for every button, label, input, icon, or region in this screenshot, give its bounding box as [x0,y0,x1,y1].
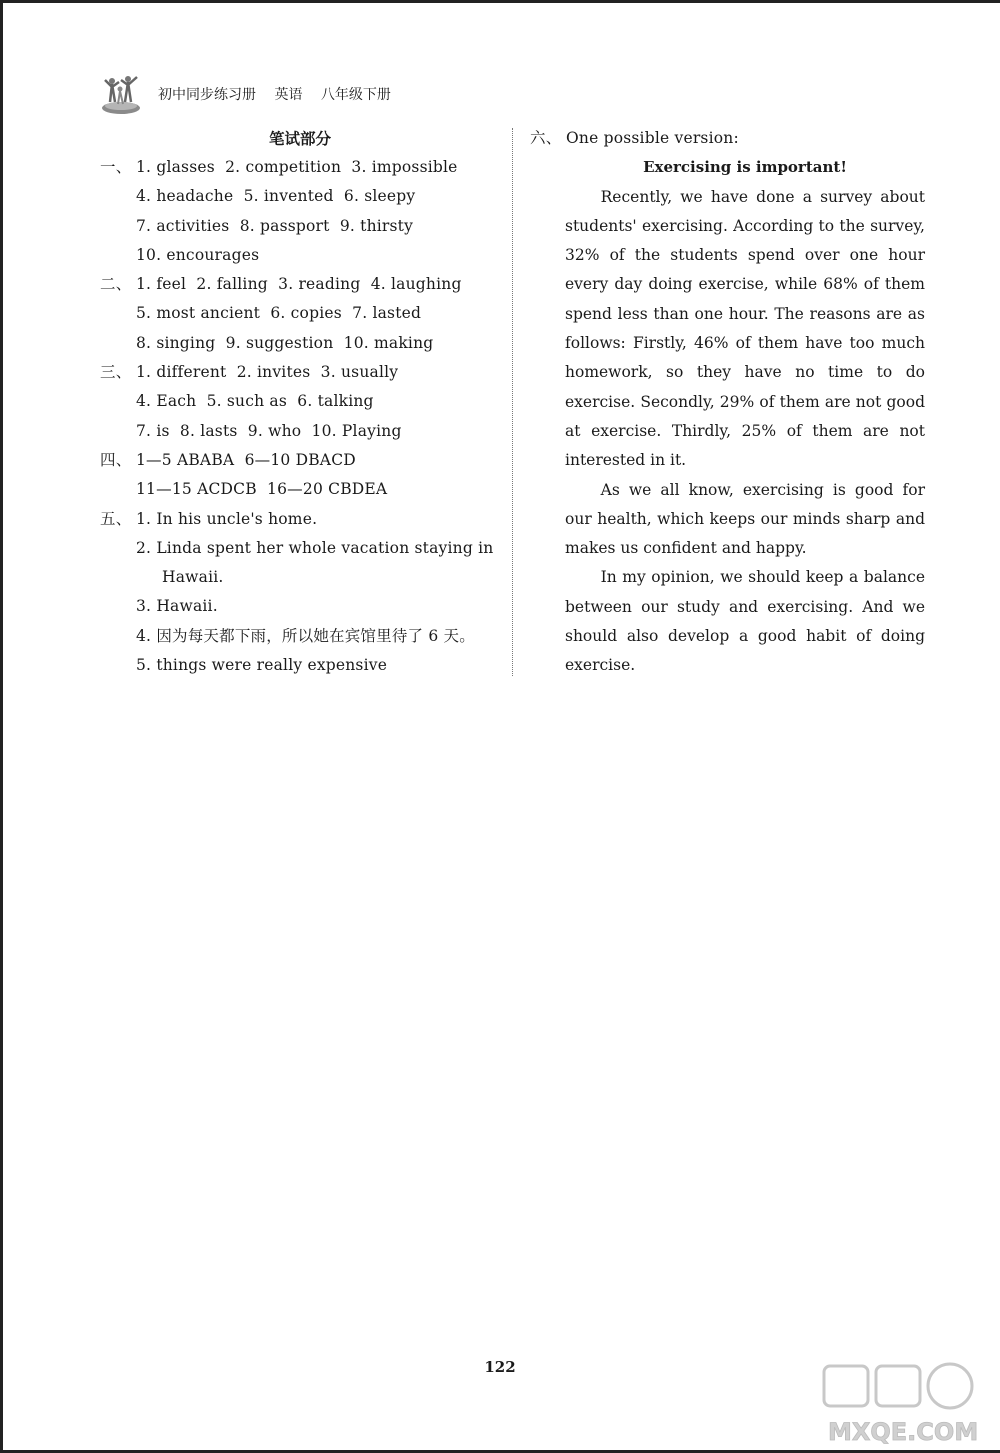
section-title: 笔试部分 [268,129,331,148]
answer-line: 8. singing 9. suggestion 10. making [136,333,434,352]
answer-line: 5. things were really expensive [136,656,388,675]
watermark-logo [818,1360,996,1446]
answer-line: 四、 1—5 ABABA 6—10 DBACD [100,446,500,475]
answer-line: Hawaii. [162,568,224,587]
answer-line: 5. most ancient 6. copies 7. lasted [136,304,422,323]
svg-text:MXQE.COM: MXQE.COM [828,1418,979,1446]
essay-paragraph: Recently, we have done a survey about students' exercising. According to the survey, 32% of the students spend over one hour every day doing exercise, while 68% of them spend less than one hour. The reasons are as follows: Firstly, 46% of them have too much homework, so they have no time to do exercise. Secondly, 29% of them are not good at exercise. Thirdly, 25% of them are not interested in it. [565,187,925,470]
column-divider [512,128,513,676]
section-number: 四、 [100,450,132,469]
left-column [100,124,500,680]
answer-line: 二、 1. feel 2. falling 3. reading 4. laughing [100,270,500,299]
answer-line: 7. is 8. lasts 9. who 10. Playing [136,421,402,440]
essay-title: Exercising is important! [643,158,847,177]
page-number: 122 [484,1358,516,1376]
figures-logo-icon [100,72,142,116]
page-border-top [0,0,1000,3]
header-text [158,84,405,104]
page-border-left [0,0,3,1453]
answer-line: 11—15 ACDCB 16—20 CBDEA [136,480,388,499]
answer-line: 3. Hawaii. [136,597,218,616]
answer-line: 4. Each 5. such as 6. talking [136,392,374,411]
essay-paragraph: As we all know, exercising is good for our health, which keeps our minds sharp and makes us confident and happy. [565,480,925,558]
grade-label: 八年级下册 [320,87,391,103]
answer-line: 10. encourages [136,245,260,264]
answer-line: 7. activities 8. passport 9. thirsty [136,216,414,235]
section-number: 三、 [100,363,132,382]
answer-line: 五、 1. In his uncle's home. [100,505,500,534]
section-number: 六、 [530,129,562,147]
section-number: 五、 [100,509,132,528]
essay-body [530,183,925,681]
answer-line: 一、 1. glasses 2. competition 3. impossible [100,153,500,182]
right-column [530,124,925,681]
section-number: 一、 [100,158,132,176]
book-title: 初中同步练习册 [158,87,256,103]
answer-line: 4. headache 5. invented 6. sleepy [136,187,416,206]
subject-label: 英语 [274,87,303,103]
section-number: 二、 [100,275,132,294]
answer-line: 2. Linda spent her whole vacation staying in [136,538,494,557]
answer-line: 三、 1. different 2. invites 3. usually [100,358,500,387]
essay-paragraph: In my opinion, we should keep a balance between our study and exercising. And we should also develop a good habit of doing exercise. [565,568,925,675]
page-header [100,72,405,116]
answer-line: 六、 One possible version: [530,124,925,153]
answer-line: 4. 因为每天都下雨，所以她在宾馆里待了 6 天。 [136,626,475,645]
